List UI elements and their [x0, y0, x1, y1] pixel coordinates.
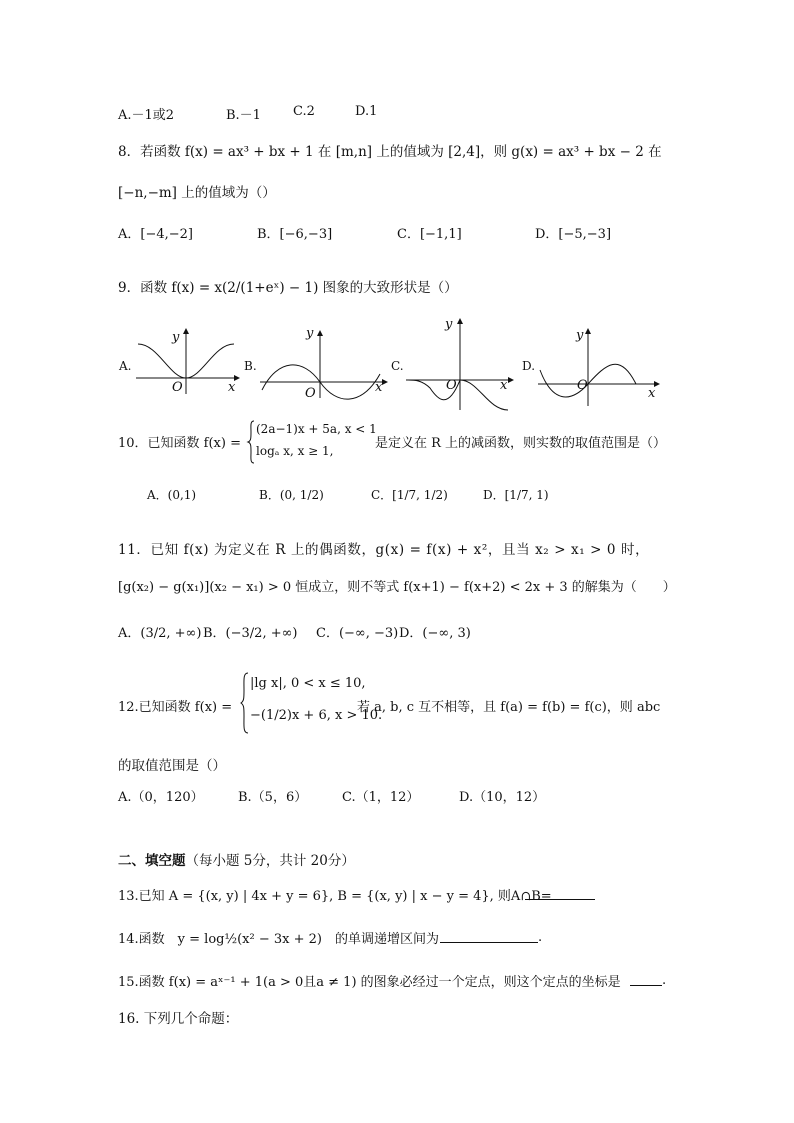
q12-case-2: −(1/2)x + 6, x > 10. — [250, 708, 383, 723]
q10-option-d: D．[1/7, 1) — [483, 488, 549, 502]
q11-stem-line1: 11．已知 f(x) 为定义在 R 上的偶函数，g(x) = f(x) + x²，且当 x₂ > x₁ > 0 时， — [118, 542, 650, 558]
q7-option-b: B.－1 — [226, 108, 261, 123]
q14-stem: 14.函数 y = log½(x² − 3x + 2) 的单调递增区间为 — [118, 932, 439, 947]
section-2-note: （每小题 5分，共计 20分） — [185, 853, 355, 869]
q7-option-d: D.1 — [355, 104, 378, 119]
graph-a — [130, 326, 240, 396]
q9-stem: 9．函数 f(x) = x(2/(1+eˣ) − 1) 图象的大致形状是（） — [118, 280, 458, 296]
graph-b-y-label: y — [306, 326, 314, 341]
q11-option-a: A．(3/2, +∞) — [118, 626, 202, 641]
q7-option-a: A.－1或2 — [118, 108, 175, 123]
q10-case-2: logₐ x, x ≥ 1, — [256, 444, 334, 458]
graph-a-y-label: y — [172, 330, 180, 345]
graph-b — [258, 328, 388, 400]
graph-b-label: B. — [244, 359, 257, 373]
q14-period: . — [538, 930, 543, 945]
q10-prefix: 10．已知函数 f(x) = — [118, 436, 241, 451]
q12-brace — [240, 672, 249, 734]
q12-stem-line2: 的取值范围是（） — [118, 758, 226, 774]
graph-d — [536, 326, 660, 408]
graph-c-x-label: x — [500, 378, 508, 393]
section-2-title: 二、填空题 — [118, 853, 186, 869]
q10-suffix: 是定义在 R 上的减函数，则实数的取值范围是（） — [375, 436, 667, 451]
graph-c-origin: O — [446, 378, 457, 393]
q12-suffix: 若 a, b, c 互不相等，且 f(a) = f(b) = f(c)，则 abc — [357, 700, 661, 715]
q11-option-b: B．(−3/2, +∞) — [203, 626, 298, 641]
q11-option-d: D．(−∞, 3) — [399, 626, 471, 641]
q13-stem: 13.已知 A = {(x, y) | 4x + y = 6}, B = {(x, y) | x − y = 4}, 则A∩B= — [118, 889, 552, 904]
q10-option-b: B．(0, 1/2) — [259, 488, 324, 502]
graph-d-x-label: x — [648, 386, 656, 401]
graph-d-label: D. — [522, 359, 536, 373]
q8-option-a: A．[−4,−2] — [118, 227, 193, 242]
q8-option-d: D．[−5,−3] — [535, 227, 612, 242]
q8-stem-line2: [−n,−m] 上的值域为（） — [118, 185, 276, 201]
graph-b-x-label: x — [375, 380, 383, 395]
q8-stem-line1: 8．若函数 f(x) = ax³ + bx + 1 在 [m,n] 上的值域为 [2,4]，则 g(x) = ax³ + bx − 2 在 — [118, 144, 662, 160]
graph-c-y-label: y — [445, 317, 453, 332]
q12-prefix: 12.已知函数 f(x) = — [118, 700, 233, 715]
q7-option-c: C.2 — [293, 104, 315, 119]
graph-d-y-label: y — [576, 328, 584, 343]
graph-c-label: C. — [391, 359, 404, 373]
q10-option-c: C．[1/7, 1/2) — [371, 488, 448, 502]
q10-case-1: (2a−1)x + 5a, x < 1 — [256, 422, 377, 436]
graph-c — [404, 316, 516, 412]
q12-option-b: B.（5，6） — [238, 790, 308, 805]
q13-answer-blank — [525, 899, 595, 900]
graph-a-x-label: x — [228, 380, 236, 395]
graph-a-origin: O — [172, 380, 183, 395]
q16-stem: 16. 下列几个命题： — [118, 1011, 239, 1027]
q12-option-c: C.（1，12） — [342, 790, 420, 805]
q14-answer-blank — [440, 942, 538, 943]
q15-answer-blank — [630, 985, 662, 986]
q10-option-a: A．(0,1) — [147, 488, 197, 502]
graph-b-origin: O — [305, 386, 316, 401]
q12-option-d: D.（10，12） — [459, 790, 546, 805]
section-2-heading — [118, 849, 355, 869]
q11-option-c: C．(−∞, −3) — [316, 626, 399, 641]
q8-option-b: B．[−6,−3] — [257, 227, 333, 242]
graph-d-origin: O — [577, 378, 588, 393]
q10-brace — [247, 420, 255, 464]
q11-stem-line2: [g(x₂) − g(x₁)](x₂ − x₁) > 0 恒成立，则不等式 f(x+1) − f(x+2) < 2x + 3 的解集为（ ） — [118, 580, 676, 595]
q15-stem: 15.函数 f(x) = aˣ⁻¹ + 1(a > 0且a ≠ 1) 的图象必经过一个定点，则这个定点的坐标是 — [118, 975, 621, 990]
q15-period: . — [662, 973, 667, 988]
q8-option-c: C．[−1,1] — [397, 227, 462, 242]
graph-a-label: A. — [119, 359, 132, 373]
q12-case-1: |lg x|, 0 < x ≤ 10, — [250, 676, 366, 691]
q12-option-a: A.（0，120） — [118, 790, 204, 805]
